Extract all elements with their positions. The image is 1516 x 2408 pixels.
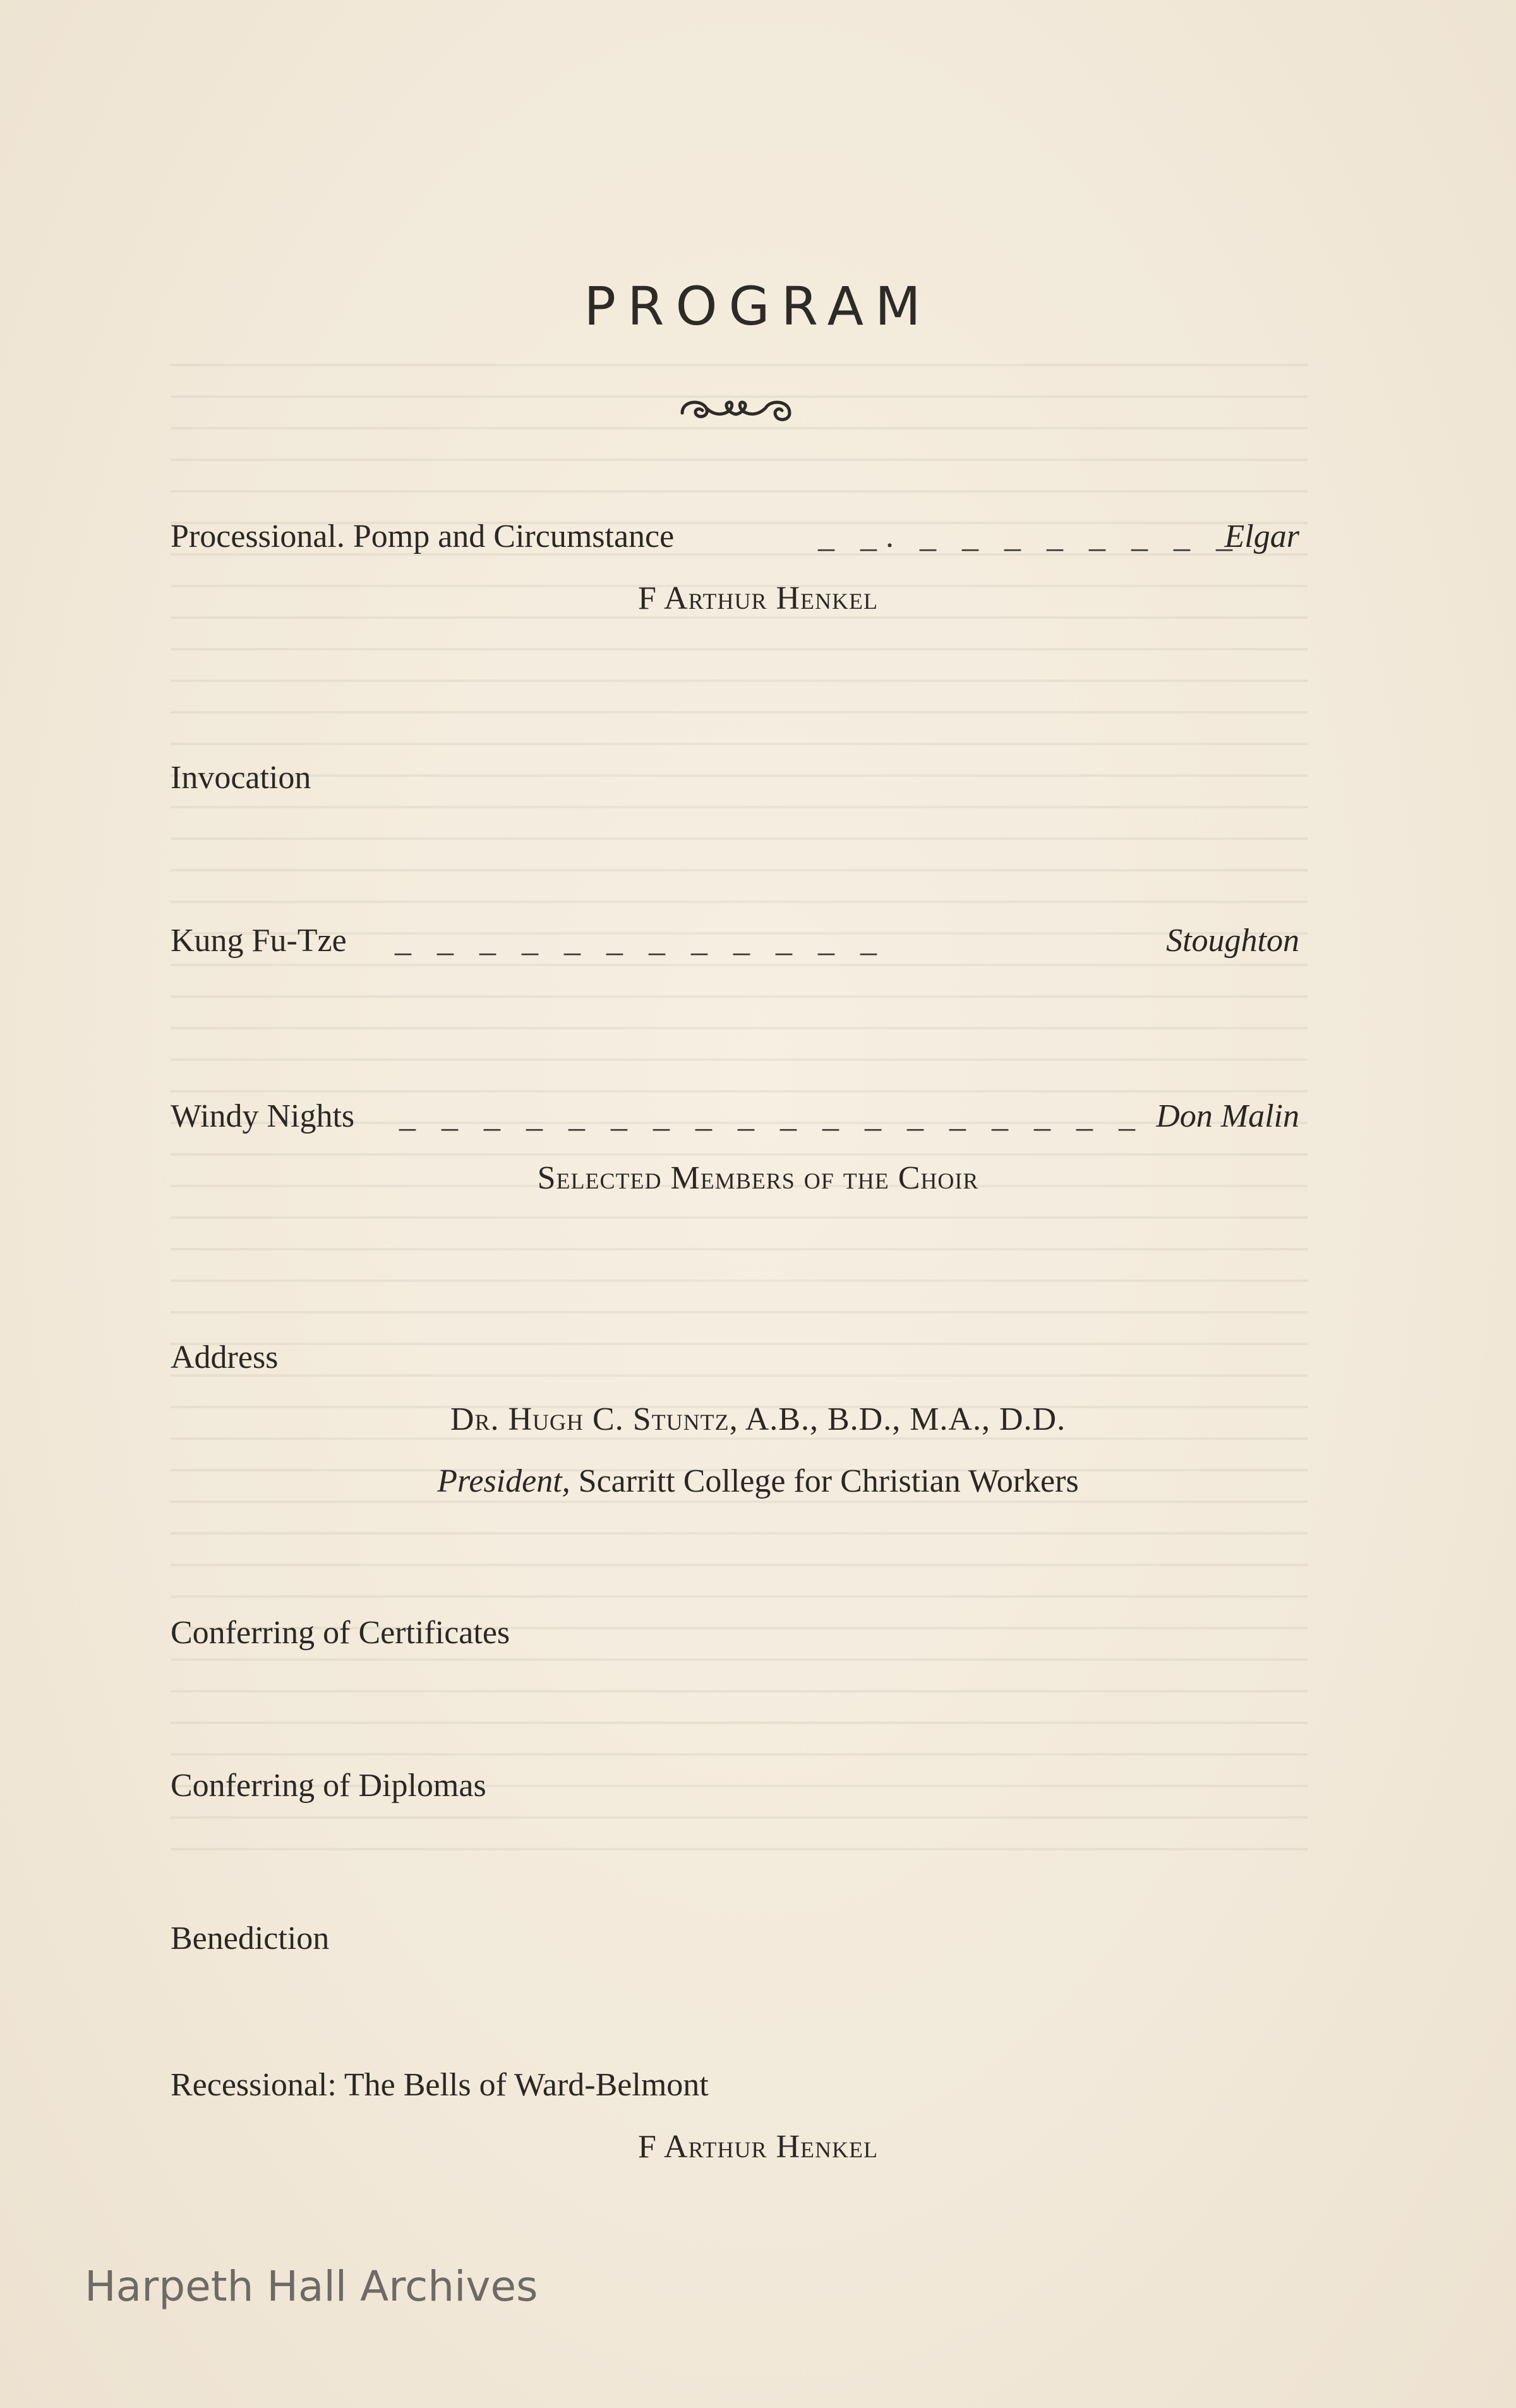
windy-nights-composer: Don Malin [1156,1098,1299,1134]
processional-composer: Elgar [1224,518,1299,554]
kung-fu-tze-leaders: _ _ _ _ _ _ _ _ _ _ _ _ [395,923,886,959]
address-item: Address [171,1339,279,1375]
invocation-item: Invocation [171,760,311,796]
address-speaker-role [0,1463,1516,1500]
recessional-title: Recessional: The Bells of Ward-Belmont [171,2067,709,2103]
processional-leaders: _ _. _ _ _ _ _ _ _ _ [818,518,1241,554]
kung-fu-tze-composer: Stoughton [1166,923,1299,959]
windy-nights-title: Windy Nights [171,1098,355,1134]
processional-performer: F Arthur Henkel [638,580,878,616]
windy-nights-performer: Selected Members of the Choir [537,1160,979,1196]
kung-fu-tze-title: Kung Fu-Tze [171,923,347,959]
page-title: PROGRAM [584,275,932,338]
address-speaker: Dr. Hugh C. Stuntz, A.B., B.D., M.A., D.D. [450,1401,1066,1437]
recessional-performer: F Arthur Henkel [638,2129,878,2165]
processional-title: Processional. Pomp and Circumstance [171,518,675,554]
certificates-item: Conferring of Certificates [171,1615,510,1651]
diplomas-item: Conferring of Diplomas [171,1768,486,1804]
archive-watermark: Harpeth Hall Archives [85,2262,538,2311]
speaker-role-institution: Scarritt College for Christian Workers [578,1463,1079,1499]
scroll-flourish-icon [676,388,796,432]
benediction-item: Benediction [171,1920,330,1956]
windy-nights-leaders: _ _ _ _ _ _ _ _ _ _ _ _ _ _ _ _ _ _ [399,1098,1144,1134]
speaker-role-title: President, [437,1463,570,1499]
